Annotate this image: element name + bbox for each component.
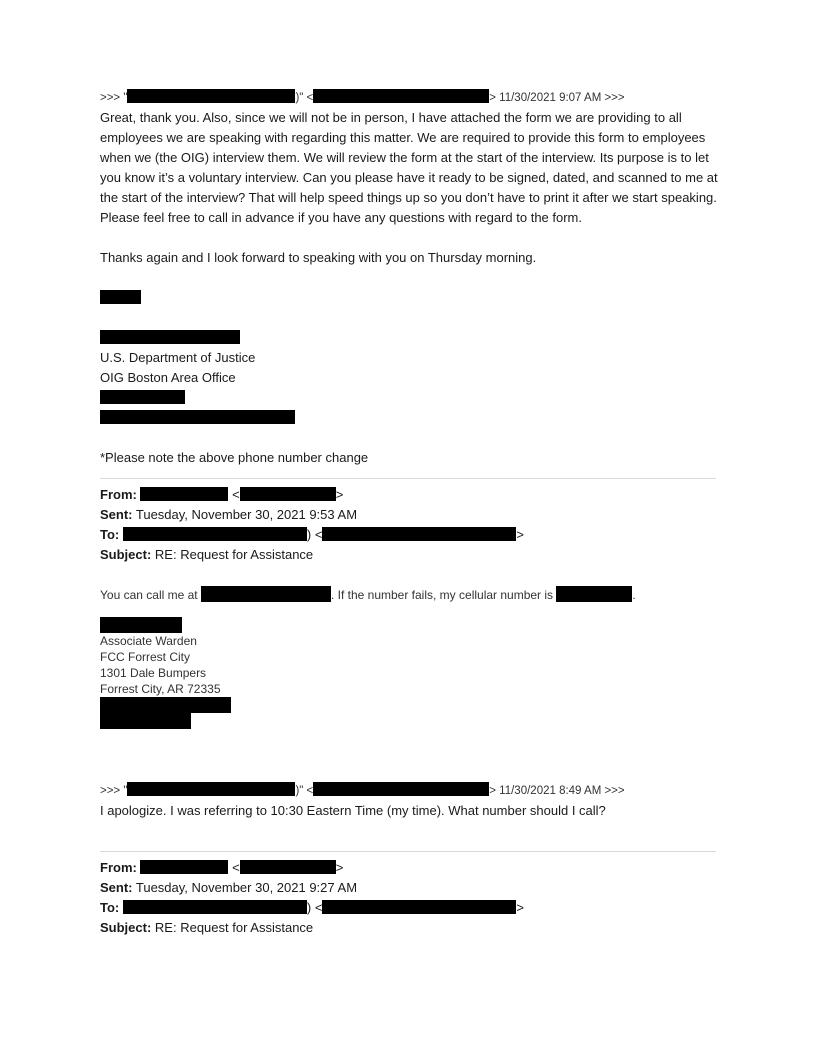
email-body xyxy=(100,585,718,605)
redaction xyxy=(127,89,295,103)
from-open: < xyxy=(232,487,240,502)
from-label: From: xyxy=(100,487,137,502)
sent-label: Sent: xyxy=(100,507,133,522)
redaction xyxy=(100,390,185,404)
redaction xyxy=(140,860,228,874)
sent-line xyxy=(100,505,718,525)
body-text-b: . If the number fails, my cellular number is xyxy=(330,588,554,602)
signature-title: Associate Warden xyxy=(100,634,197,648)
redaction xyxy=(100,713,191,729)
sent-value: Tuesday, November 30, 2021 9:27 AM xyxy=(135,880,358,895)
divider xyxy=(100,851,716,852)
redaction xyxy=(322,527,516,541)
signature-title-redacted xyxy=(100,328,718,348)
quoted-message-header xyxy=(100,88,718,108)
signature-city: Forrest City, AR 72335 xyxy=(100,682,221,696)
to-label: To: xyxy=(100,527,120,542)
sent-label: Sent: xyxy=(100,880,133,895)
to-line xyxy=(100,525,718,545)
redaction xyxy=(100,617,182,633)
email-document xyxy=(100,88,718,938)
header-prefix: >>> " xyxy=(100,92,128,104)
redaction xyxy=(240,860,336,874)
sent-value: Tuesday, November 30, 2021 9:53 AM xyxy=(135,507,358,522)
from-close: > xyxy=(335,860,344,875)
header-suffix: > 11/30/2021 9:07 AM >>> xyxy=(489,92,625,104)
from-close: > xyxy=(335,487,344,502)
redaction xyxy=(100,697,231,713)
phone-change-note: *Please note the above phone number change xyxy=(100,450,369,465)
redaction xyxy=(127,782,295,796)
subject-line xyxy=(100,545,718,565)
message-body: Great, thank you. Also, since we will not be in person, I have attached the form we are providing to all employees we are speaking with regarding this matter. We are required to provide this form to employees when we (the OIG) interview them. We will review the form at the start of the interview. Its purpose is to let you know it’s a voluntary interview. Can you please have it ready to be signed, dated, and scanned to me at the start of the interview? That will help speed things up so you don’t have to print it after we start speaking. Please feel free to call in advance if you have any questions with regard to the form. xyxy=(100,110,718,225)
message-closing: Thanks again and I look forward to speaking with you on Thursday morning. xyxy=(100,250,537,265)
redaction xyxy=(201,586,331,602)
header-suffix: > 11/30/2021 8:49 AM >>> xyxy=(489,785,625,797)
redaction xyxy=(123,900,307,914)
signature-street: 1301 Dale Bumpers xyxy=(100,666,207,680)
body-text-c: . xyxy=(632,588,636,602)
to-line xyxy=(100,898,718,918)
from-line xyxy=(100,485,718,505)
redaction xyxy=(100,410,295,424)
redaction xyxy=(123,527,307,541)
subject-value: RE: Request for Assistance xyxy=(154,547,314,562)
divider xyxy=(100,478,716,479)
subject-label: Subject: xyxy=(100,547,152,562)
redaction xyxy=(313,89,489,103)
redaction xyxy=(100,330,240,344)
from-open: < xyxy=(232,860,240,875)
redaction xyxy=(556,586,632,602)
redaction xyxy=(100,290,141,304)
subject-label: Subject: xyxy=(100,920,152,935)
to-mid: ) < xyxy=(306,527,323,542)
to-mid: ) < xyxy=(306,900,323,915)
redaction xyxy=(322,900,516,914)
signature-contact-redacted xyxy=(100,697,718,729)
header-mid: )" < xyxy=(295,785,314,797)
body-text-a: You can call me at xyxy=(100,588,198,602)
header-prefix: >>> " xyxy=(100,785,128,797)
redaction xyxy=(140,487,228,501)
sent-line xyxy=(100,878,718,898)
subject-value: RE: Request for Assistance xyxy=(154,920,314,935)
from-line xyxy=(100,858,718,878)
signature-office: OIG Boston Area Office xyxy=(100,370,236,385)
redaction xyxy=(313,782,489,796)
to-label: To: xyxy=(100,900,120,915)
signature-name-redacted xyxy=(100,615,718,633)
message-body: I apologize. I was referring to 10:30 Eastern Time (my time). What number should I call? xyxy=(100,803,606,818)
signature-facility: FCC Forrest City xyxy=(100,650,190,664)
signature-name-redacted xyxy=(100,288,718,308)
signature-phone-redacted xyxy=(100,388,718,408)
header-mid: )" < xyxy=(295,92,314,104)
redaction xyxy=(240,487,336,501)
signature-org: U.S. Department of Justice xyxy=(100,350,256,365)
quoted-message-header xyxy=(100,781,718,801)
to-close: > xyxy=(516,527,525,542)
subject-line xyxy=(100,918,718,938)
to-close: > xyxy=(516,900,525,915)
signature-email-redacted xyxy=(100,408,718,428)
from-label: From: xyxy=(100,860,137,875)
